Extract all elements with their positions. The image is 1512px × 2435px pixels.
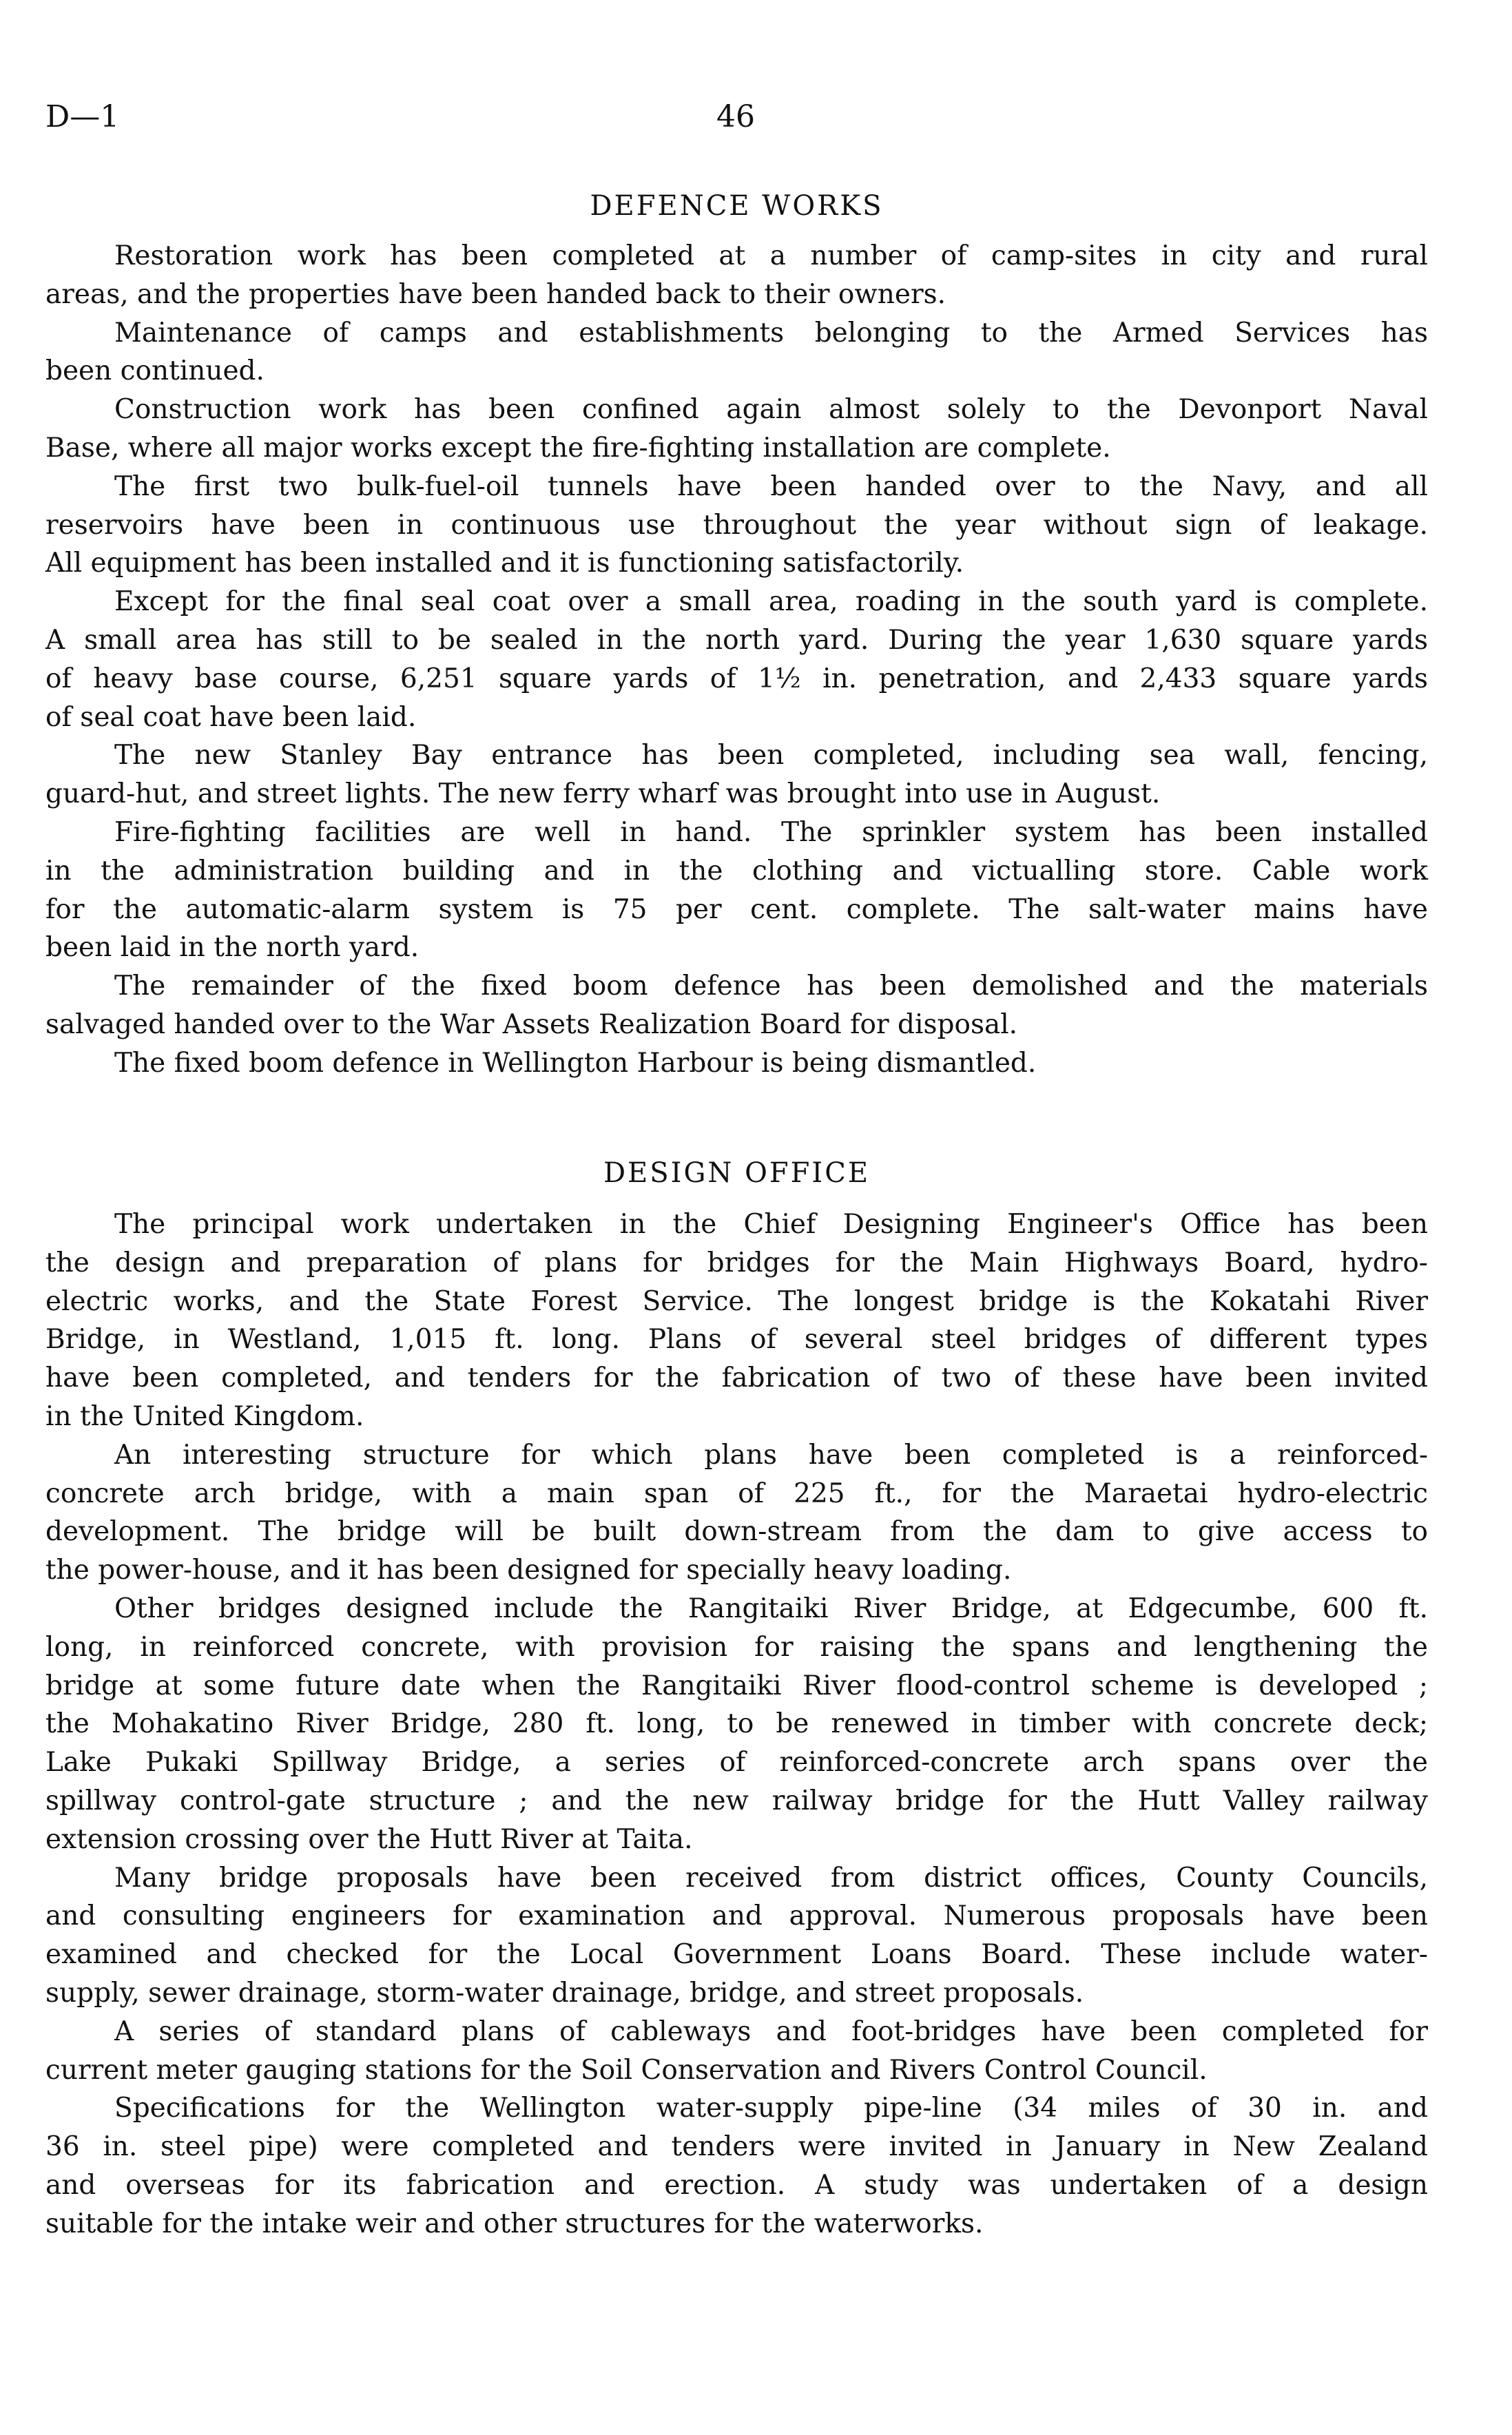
- text-line: of heavy base course, 6,251 square yards of 1½ in. penetration, and 2,433 square yards: [45, 663, 1428, 694]
- section-body-design-office: [45, 1205, 1428, 2244]
- paragraph: [45, 1044, 1428, 1083]
- paragraph: [45, 2013, 1428, 2090]
- text-line: supply, sewer drainage, storm-water drainage, bridge, and street proposals.: [45, 1977, 1084, 2009]
- text-line: Maintenance of camps and establishments belonging to the Armed Services has: [114, 317, 1428, 349]
- paragraph: [45, 736, 1428, 814]
- text-line: guard-hut, and street lights. The new ferry wharf was brought into use in August.: [45, 778, 1161, 810]
- paragraph: [45, 314, 1428, 391]
- text-line: bridge at some future date when the Rangitaiki River flood-control scheme is developed ;: [45, 1670, 1428, 1701]
- text-line: 36 in. steel pipe) were completed and tenders were invited in January in New Zealand: [45, 2131, 1428, 2163]
- text-line: The principal work undertaken in the Chief Designing Engineer's Office has been: [114, 1209, 1428, 1240]
- paragraph: [45, 583, 1428, 736]
- paragraph: [45, 468, 1428, 583]
- section-heading-design-office: DESIGN OFFICE: [603, 1157, 871, 1189]
- text-line: areas, and the properties have been handed back to their owners.: [45, 278, 946, 310]
- text-line: in the United Kingdom.: [45, 1400, 364, 1432]
- section-body-defence-works: [45, 237, 1428, 1083]
- text-line: Lake Pukaki Spillway Bridge, a series of reinforced-concrete arch spans over the: [45, 1747, 1428, 1779]
- paragraph: [45, 1590, 1428, 1859]
- text-line: The first two bulk-fuel-oil tunnels have been handed over to the Navy, and all: [114, 470, 1428, 502]
- text-line: Except for the final seal coat over a small area, roading in the south yard is complete.: [114, 586, 1428, 618]
- text-line: salvaged handed over to the War Assets Realization Board for disposal.: [45, 1008, 1018, 1040]
- text-line: and consulting engineers for examination and approval. Numerous proposals have been: [45, 1900, 1428, 1932]
- text-line: concrete arch bridge, with a main span of 225 ft., for the Maraetai hydro-electric: [45, 1478, 1428, 1509]
- text-line: been continued.: [45, 355, 265, 387]
- paragraph: [45, 814, 1428, 967]
- text-line: Other bridges designed include the Rangitaiki River Bridge, at Edgecumbe, 600 ft.: [114, 1593, 1428, 1624]
- document-code: D—1: [45, 99, 120, 134]
- text-line: The fixed boom defence in Wellington Harbour is being dismantled.: [114, 1047, 1037, 1079]
- text-line: of seal coat have been laid.: [45, 701, 417, 733]
- text-line: spillway control-gate structure ; and the new railway bridge for the Hutt Valley railway: [45, 1785, 1428, 1816]
- text-line: been laid in the north yard.: [45, 932, 420, 964]
- text-line: have been completed, and tenders for the fabrication of two of these have been invited: [45, 1362, 1428, 1394]
- text-line: Specifications for the Wellington water-supply pipe-line (34 miles of 30 in. and: [114, 2093, 1428, 2124]
- text-line: the Mohakatino River Bridge, 280 ft. long, to be renewed in timber with concrete deck;: [45, 1708, 1428, 1740]
- text-line: electric works, and the State Forest Service. The longest bridge is the Kokatahi River: [45, 1285, 1428, 1317]
- text-line: The new Stanley Bay entrance has been completed, including sea wall, fencing,: [114, 740, 1428, 771]
- section-heading-defence-works: DEFENCE WORKS: [590, 190, 884, 222]
- text-line: suitable for the intake weir and other structures for the waterworks.: [45, 2208, 984, 2239]
- text-line: Restoration work has been completed at a number of camp-sites in city and rural: [114, 240, 1428, 271]
- text-line: A small area has still to be sealed in the north yard. During the year 1,630 square yards: [45, 624, 1428, 656]
- text-line: extension crossing over the Hutt River at Taita.: [45, 1823, 693, 1855]
- page-number: 46: [716, 99, 755, 134]
- text-line: Fire-fighting facilities are well in hand. The sprinkler system has been installed: [114, 816, 1428, 848]
- text-line: long, in reinforced concrete, with provision for raising the spans and lengthening the: [45, 1631, 1428, 1663]
- text-line: for the automatic-alarm system is 75 per cent. complete. The salt-water mains have: [45, 893, 1428, 925]
- text-line: reservoirs have been in continuous use throughout the year without sign of leakage.: [45, 509, 1428, 541]
- text-line: All equipment has been installed and it is functioning satisfactorily.: [45, 548, 964, 579]
- text-line: development. The bridge will be built down-stream from the dam to give access to: [45, 1516, 1428, 1548]
- paragraph: [45, 391, 1428, 468]
- text-line: current meter gauging stations for the Soil Conservation and Rivers Control Council.: [45, 2054, 1208, 2086]
- text-line: Base, where all major works except the fire-fighting installation are complete.: [45, 432, 1111, 464]
- paragraph: [45, 1436, 1428, 1590]
- text-line: Bridge, in Westland, 1,015 ft. long. Plans of several steel bridges of different types: [45, 1324, 1428, 1356]
- paragraph: [45, 2089, 1428, 2243]
- text-line: examined and checked for the Local Government Loans Board. These include water-: [45, 1939, 1428, 1971]
- text-line: the design and preparation of plans for bridges for the Main Highways Board, hydro-: [45, 1247, 1428, 1278]
- text-line: The remainder of the fixed boom defence has been demolished and the materials: [114, 971, 1428, 1002]
- text-line: in the administration building and in the clothing and victualling store. Cable work: [45, 855, 1428, 887]
- text-line: An interesting structure for which plans have been completed is a reinforced-: [114, 1439, 1428, 1471]
- text-line: Many bridge proposals have been received from district offices, County Councils,: [114, 1862, 1428, 1894]
- text-line: the power-house, and it has been designed for specially heavy loading.: [45, 1555, 1012, 1586]
- text-line: A series of standard plans of cableways and foot-bridges have been completed for: [114, 2016, 1428, 2047]
- paragraph: [45, 1205, 1428, 1436]
- paragraph: [45, 237, 1428, 314]
- text-line: Construction work has been confined again almost solely to the Devonport Naval: [114, 394, 1428, 426]
- paragraph: [45, 967, 1428, 1044]
- paragraph: [45, 1859, 1428, 2013]
- text-line: and overseas for its fabrication and erection. A study was undertaken of a design: [45, 2169, 1428, 2201]
